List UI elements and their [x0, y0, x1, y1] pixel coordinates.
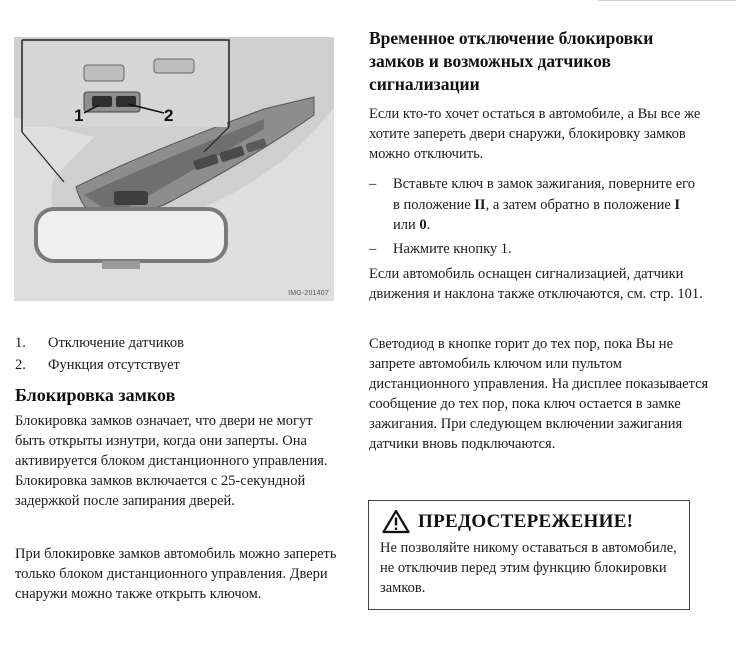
legend-text: Функция отсутствует	[48, 357, 180, 373]
step-text: Вставьте ключ в замок зажигания, поверните его в положение II, а затем обратно в положение I или 0.	[393, 176, 695, 233]
step-text: Нажмите кнопку 1.	[393, 240, 512, 257]
led-paragraph: Светодиод в кнопке горит до тех пор, пока Вы не запрете автомобиль ключом или пультом дистанционного управления. На дисплее показывается сообщение до тех пор, пока ключ остается в замке зажигания. При следующем включении зажигания датчики вновь подключаются.	[369, 336, 709, 452]
key-position-0: 0	[419, 217, 427, 233]
console-drawing	[14, 37, 334, 301]
disable-section-title: Временное отключение блокировки замков и возможных датчиков сигнализации	[369, 28, 654, 94]
warning-box	[368, 500, 690, 610]
lock-section-title: Блокировка замков	[15, 385, 176, 405]
step-item	[369, 174, 704, 236]
step-dash: –	[369, 240, 377, 257]
key-position-i: I	[674, 196, 681, 213]
key-position-ii: II	[474, 196, 486, 213]
callout-1-label: 1	[74, 106, 84, 125]
legend-number: 2.	[15, 357, 26, 373]
lock-paragraph-1: Блокировка замков означает, что двери не могут быть открыты изнутри, когда они заперты. Она активируется блоком дистанционного управления. Блокировка замков включается с 25-секундной задержкой после запирания дверей.	[15, 413, 328, 509]
overhead-console-illustration	[14, 37, 334, 301]
inset-pointer	[22, 132, 64, 182]
warning-header	[382, 509, 633, 534]
warning-title: ПРЕДОСТЕРЕЖЕНИЕ!	[418, 510, 634, 532]
legend-number: 1.	[15, 335, 26, 351]
instruction-steps	[369, 174, 704, 262]
inset-panel	[84, 65, 124, 81]
step-item	[369, 239, 704, 260]
warning-triangle-icon	[382, 509, 410, 534]
legend-text: Отключение датчиков	[48, 335, 184, 351]
figure-legend	[15, 332, 335, 376]
rearview-mirror	[36, 209, 226, 261]
top-rule	[598, 0, 736, 1]
disable-intro: Если кто-то хочет остаться в автомобиле, а Вы все же хотите запереть двери снаружи, блокировку замков можно отключить.	[369, 106, 701, 162]
inset-button-1	[92, 96, 112, 107]
step-dash: –	[369, 176, 377, 192]
image-code: IMG-201407	[288, 290, 329, 297]
alarm-paragraph: Если автомобиль оснащен сигнализацией, датчики движения и наклона также отключаются, см. стр. 101.	[369, 266, 703, 302]
inset-panel	[154, 59, 194, 73]
legend-item	[15, 354, 335, 376]
inset-background	[24, 42, 227, 127]
legend-item	[15, 332, 335, 354]
callout-2-label: 2	[164, 106, 174, 125]
lock-paragraph-2: При блокировке замков автомобиль можно запереть только блоком дистанционного управления. Двери снаружи можно также открыть ключом.	[15, 546, 337, 602]
mirror-mount	[102, 261, 140, 269]
lock-button	[114, 191, 148, 205]
warning-text: Не позволяйте никому оставаться в автомобиле, не отключив перед этим функцию блокировки замков.	[380, 540, 677, 596]
